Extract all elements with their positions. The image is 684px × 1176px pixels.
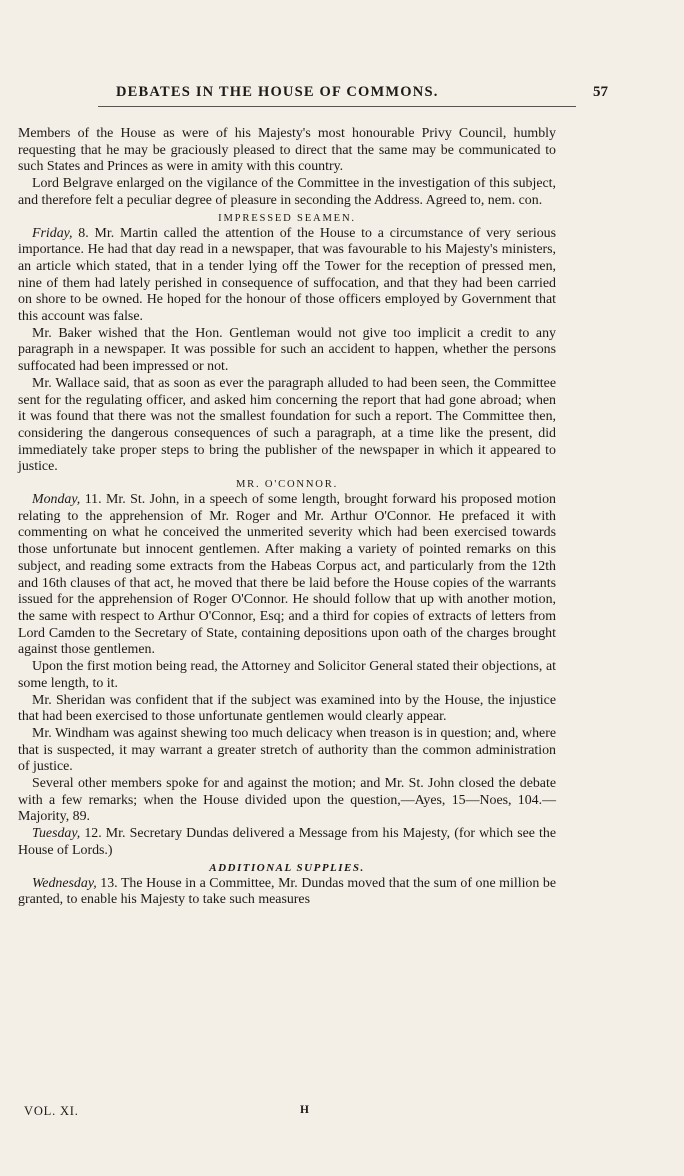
section-heading: MR. O'CONNOR. [235,479,339,491]
running-title: DEBATES IN THE HOUSE OF COMMONS. [116,84,439,100]
page-number: 57 [593,84,608,100]
section-heading: IMPRESSED SEAMEN. [218,212,356,224]
paragraph-text: 13. The House in a Committee, Mr. Dundas moved that the sum of one million be granted, to enable his Majesty to take such measures [18,875,556,908]
section-heading: ADDITIONAL SUPPLIES. [209,861,365,874]
paragraph: Mr. Wallace said, that as soon as ever the paragraph alluded to had been seen, the Committee sent for the regulating officer, and asked him concerning the report that had gone abroad; when it was found that there was not the smallest foundation for such a report. The Committee then, considering the dangerous consequences of such a paragraph, at a time like the present, did immediately take proper steps to bring the publisher of the newspaper in which it appeared to justice. [18,375,556,475]
day-lead: Monday, [32,492,81,508]
signature-mark: H [300,1104,309,1116]
paragraph [18,876,556,909]
paragraph: Mr. Windham was against shewing too much delicacy when treason is in question; and, where that is suspected, it may warrant a greater stretch of authority than the common administration of justice. [18,725,556,775]
paragraph [18,826,556,859]
header-rule [98,106,576,107]
paragraph [18,492,556,659]
paragraph-text: 8. Mr. Martin called the attention of the House to a circumstance of very serious importance. He had that day read in a newspaper, that was favourable to his Majesty's ministers, an article which stated, that in a tender lying off the Tower for the reception of pressed men, nine of them had lately perished in consequence of suffocation, and that they had been carried on shore to be owned. He hoped for the honour of those officers employed by Government that this account was false. [18,225,556,325]
paragraph: Several other members spoke for and against the motion; and Mr. St. John closed the debate with a few remarks; when the House divided upon the question,—Ayes, 15—Noes, 104.—Majority, 89. [18,776,556,825]
paragraph-text: 12. Mr. Secretary Dundas delivered a Message from his Majesty, (for which see the House of Lords.) [18,826,556,858]
paragraph-text: 11. Mr. St. John, in a speech of some length, brought forward his proposed motion relating to the apprehension of Mr. Roger and Mr. Arthur O'Connor. He prefaced it with commenting on what he conceived the unmerited severity which had been exercised towards those unfortunate but innocent gentlemen. After making a variety of pointed remarks on this subject, and reading some extracts from the Habeas Corpus act, and particularly from the 12th and 16th clauses of that act, he moved that there be laid before the House copies of the warrants issued for the apprehension of Roger O'Connor. He should follow that up with another motion, the same with respect to Arthur O'Connor, Esq; and a third for copies of extracts of letters from Lord Camden to the Secretary of State, containing depositions upon oath of the charges brought against those gentlemen. [18,492,556,658]
body-text [18,126,556,909]
volume-label: VOL. XI. [24,1104,79,1118]
paragraph [18,226,556,326]
day-lead: Wednesday, [32,875,97,891]
paragraph: Members of the House as were of his Majesty's most honourable Privy Council, humbly requesting that he may be graciously pleased to direct that the same may be communicated to such States and Princes as were in amity with this country. [18,126,556,175]
day-lead: Friday, [32,225,73,241]
paragraph: Upon the first motion being read, the Attorney and Solicitor General stated their objections, at some length, to it. [18,659,556,691]
paragraph: Lord Belgrave enlarged on the vigilance of the Committee in the investigation of this subject, and therefore felt a peculiar degree of pleasure in seconding the Address. Agreed to, nem. con. [18,176,556,208]
paragraph: Mr. Baker wished that the Hon. Gentleman would not give too implicit a credit to any paragraph in a newspaper. It was possible for such an accident to happen, whether the persons suffocated had been impressed or not. [18,325,556,375]
page-footer [24,1104,554,1122]
paragraph: Mr. Sheridan was confident that if the subject was examined into by the House, the injustice that had been exercised to those unfortunate gentlemen would clearly appear. [18,692,556,725]
day-lead: Tuesday, [32,826,81,842]
